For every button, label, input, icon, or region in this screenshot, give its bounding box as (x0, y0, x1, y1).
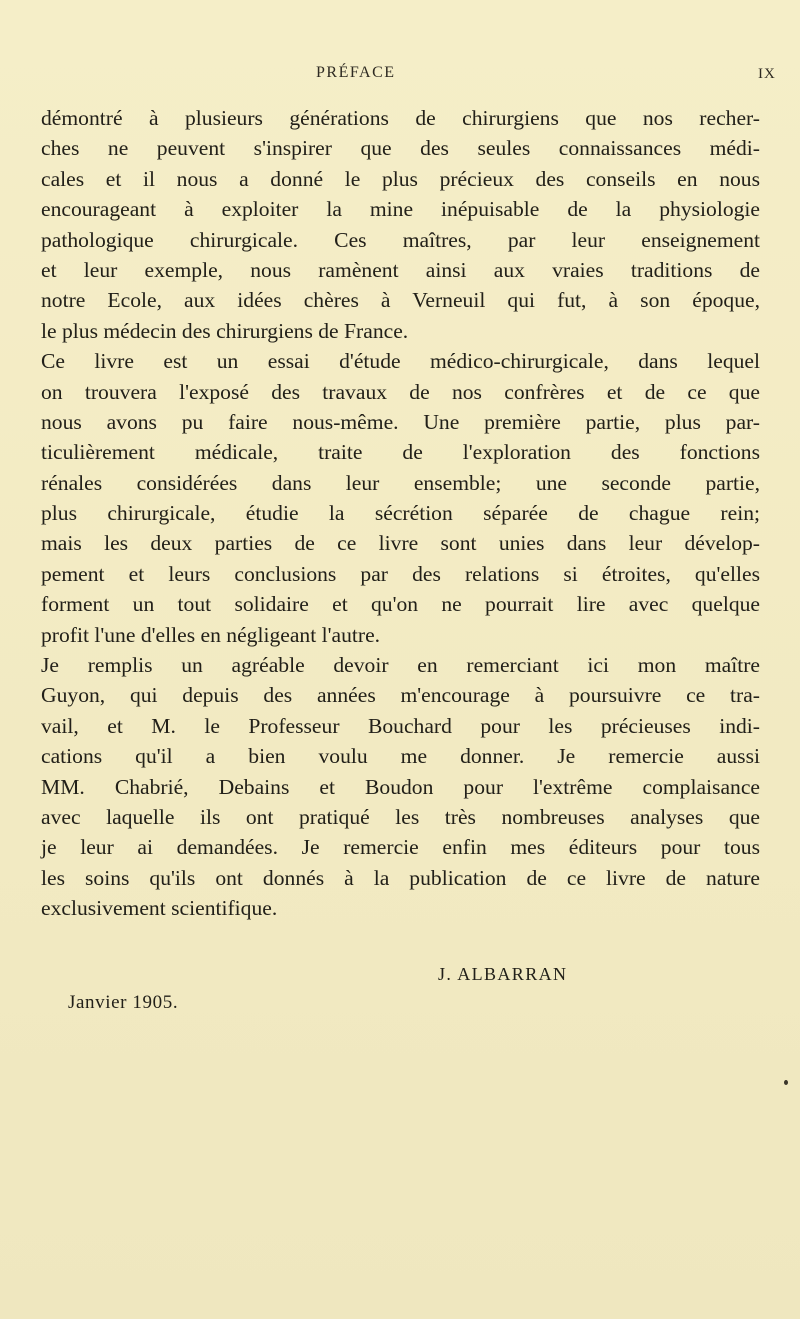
text-line: vail, et M. le Professeur Bouchard pour les précieuses indi- (41, 713, 760, 738)
text-line: mais les deux parties de ce livre sont unies dans leur dévelop- (41, 531, 760, 556)
text-line: cations qu'il a bien voulu me donner. Je remercie aussi (41, 744, 760, 769)
page-number: IX (758, 66, 776, 82)
text-line: Guyon, qui depuis des années m'encourage à poursuivre ce tra- (41, 683, 760, 708)
text-line: on trouvera l'exposé des travaux de nos confrères et de ce que (41, 379, 760, 404)
text-line: nous avons pu faire nous-même. Une première partie, plus par- (41, 409, 760, 434)
text-line: les soins qu'ils ont donnés à la publication de ce livre de nature (41, 865, 760, 890)
running-title: PRÉFACE (316, 64, 396, 81)
author-signature: J. ALBARRAN (438, 964, 568, 984)
text-line: encourageant à exploiter la mine inépuisable de la physiologie (41, 197, 760, 222)
text-line: forment un tout solidaire et qu'on ne pourrait lire avec quelque (41, 592, 760, 617)
text-line: Je remplis un agréable devoir en remerciant ici mon maître (41, 653, 760, 678)
text-line: profit l'une d'elles en négligeant l'autre. (41, 622, 381, 647)
preface-body (41, 103, 760, 924)
text-line: démontré à plusieurs générations de chirurgiens que nos recher- (41, 106, 760, 130)
text-line: plus chirurgicale, étudie la sécrétion séparée de chague rein; (41, 501, 760, 526)
text-line: et leur exemple, nous ramènent ainsi aux vraies traditions de (41, 257, 760, 282)
text-line: je leur ai demandées. Je remercie enfin mes éditeurs pour tous (41, 835, 760, 860)
text-line: notre Ecole, aux idées chères à Verneuil qui fut, à son époque, (41, 288, 760, 313)
text-line: pement et leurs conclusions par des relations si étroites, qu'elles (41, 561, 760, 586)
text-line: exclusivement scientifique. (41, 896, 278, 921)
text-line: avec laquelle ils ont pratiqué les très nombreuses analyses que (41, 804, 760, 829)
ink-speck (784, 1080, 788, 1085)
text-line: MM. Chabrié, Debains et Boudon pour l'extrême complaisance (41, 774, 760, 799)
text-line: pathologique chirurgicale. Ces maîtres, par leur enseignement (41, 227, 760, 252)
text-line: ches ne peuvent s'inspirer que des seules connaissances médi- (41, 136, 760, 161)
text-line: ticulièrement médicale, traite de l'exploration des fonctions (41, 440, 760, 465)
text-line: rénales considérées dans leur ensemble; une seconde partie, (41, 470, 760, 495)
dateline: Janvier 1905. (68, 992, 179, 1013)
text-line: cales et il nous a donné le plus précieux des conseils en nous (41, 166, 760, 191)
running-header (0, 64, 800, 88)
text-line: Ce livre est un essai d'étude médico-chirurgicale, dans lequel (41, 349, 760, 374)
text-line: le plus médecin des chirurgiens de France. (41, 318, 409, 343)
